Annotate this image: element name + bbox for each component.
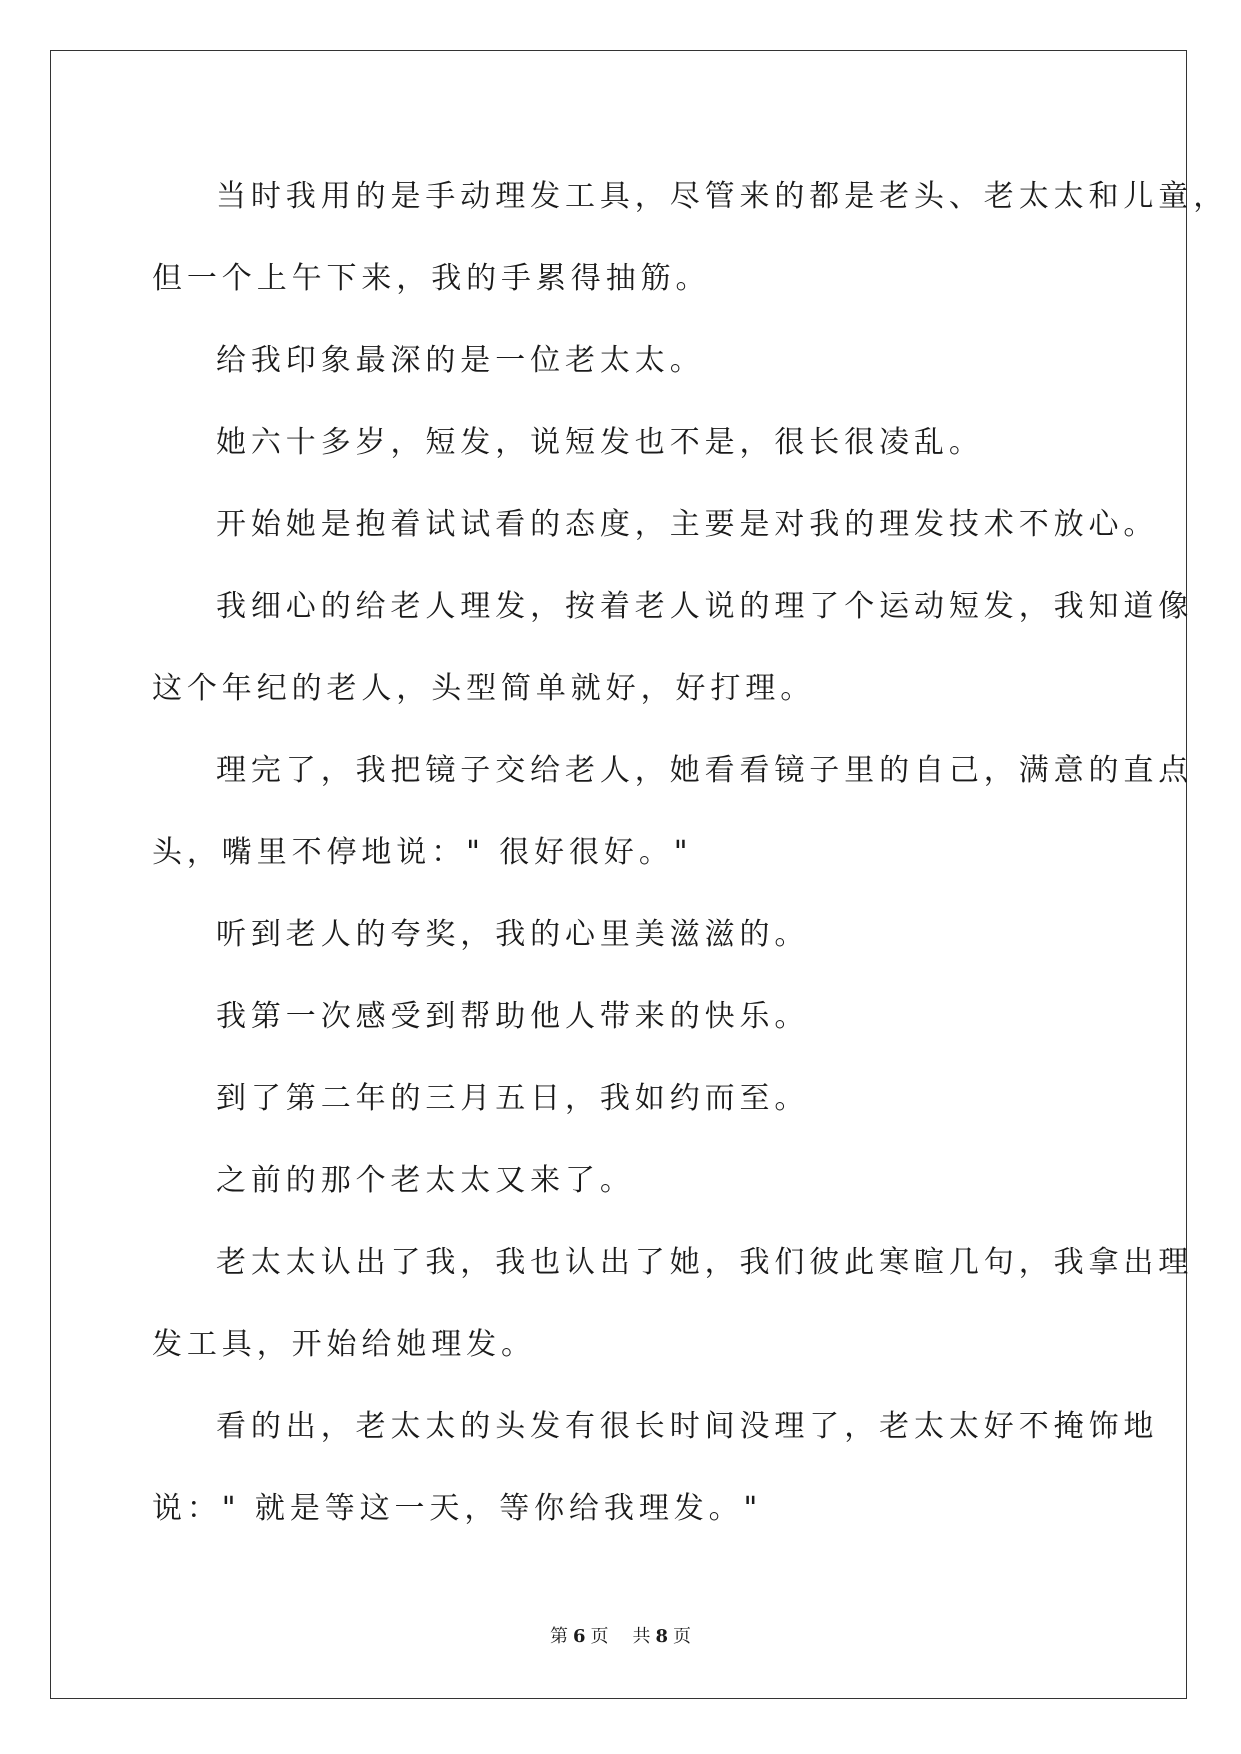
text-line: 这个年纪的老人，头型简单就好，好打理。: [152, 671, 816, 706]
page-footer: [0, 1626, 1241, 1648]
text-line: 头，嘴里不停地说：" 很好很好。": [152, 835, 693, 870]
text-line: 但一个上午下来，我的手累得抽筋。: [152, 261, 711, 296]
current-page-number: 6: [572, 1626, 586, 1647]
text-line: 到了第二年的三月五日，我如约而至。: [216, 1081, 810, 1116]
text-line: 看的出，老太太的头发有很长时间没理了，老太太好不掩饰地: [216, 1409, 1159, 1444]
text-line: 老太太认出了我，我也认出了她，我们彼此寒暄几句，我拿出理: [216, 1245, 1194, 1280]
text-line: 我第一次感受到帮助他人带来的快乐。: [216, 999, 810, 1034]
text-line: 理完了，我把镜子交给老人，她看看镜子里的自己，满意的直点: [216, 753, 1194, 788]
document-body: [152, 156, 1229, 1550]
text-line: 之前的那个老太太又来了。: [216, 1163, 635, 1198]
total-pages-number: 8: [655, 1626, 669, 1647]
text-line: 给我印象最深的是一位老太太。: [216, 343, 705, 378]
text-line: 开始她是抱着试试看的态度，主要是对我的理发技术不放心。: [216, 507, 1159, 542]
total-prefix: 共: [632, 1626, 651, 1647]
page-suffix: 页: [590, 1626, 609, 1647]
text-line: 发工具，开始给她理发。: [152, 1327, 536, 1362]
text-line: 说：" 就是等这一天，等你给我理发。": [152, 1491, 763, 1526]
text-line: 她六十多岁，短发，说短发也不是，很长很凌乱。: [216, 425, 984, 460]
total-suffix: 页: [673, 1626, 692, 1647]
text-line: 当时我用的是手动理发工具，尽管来的都是老头、老太太和儿童，: [216, 179, 1229, 214]
text-line: 我细心的给老人理发，按着老人说的理了个运动短发，我知道像: [216, 589, 1194, 624]
text-line: 听到老人的夸奖，我的心里美滋滋的。: [216, 917, 810, 952]
page-prefix: 第: [549, 1626, 568, 1647]
